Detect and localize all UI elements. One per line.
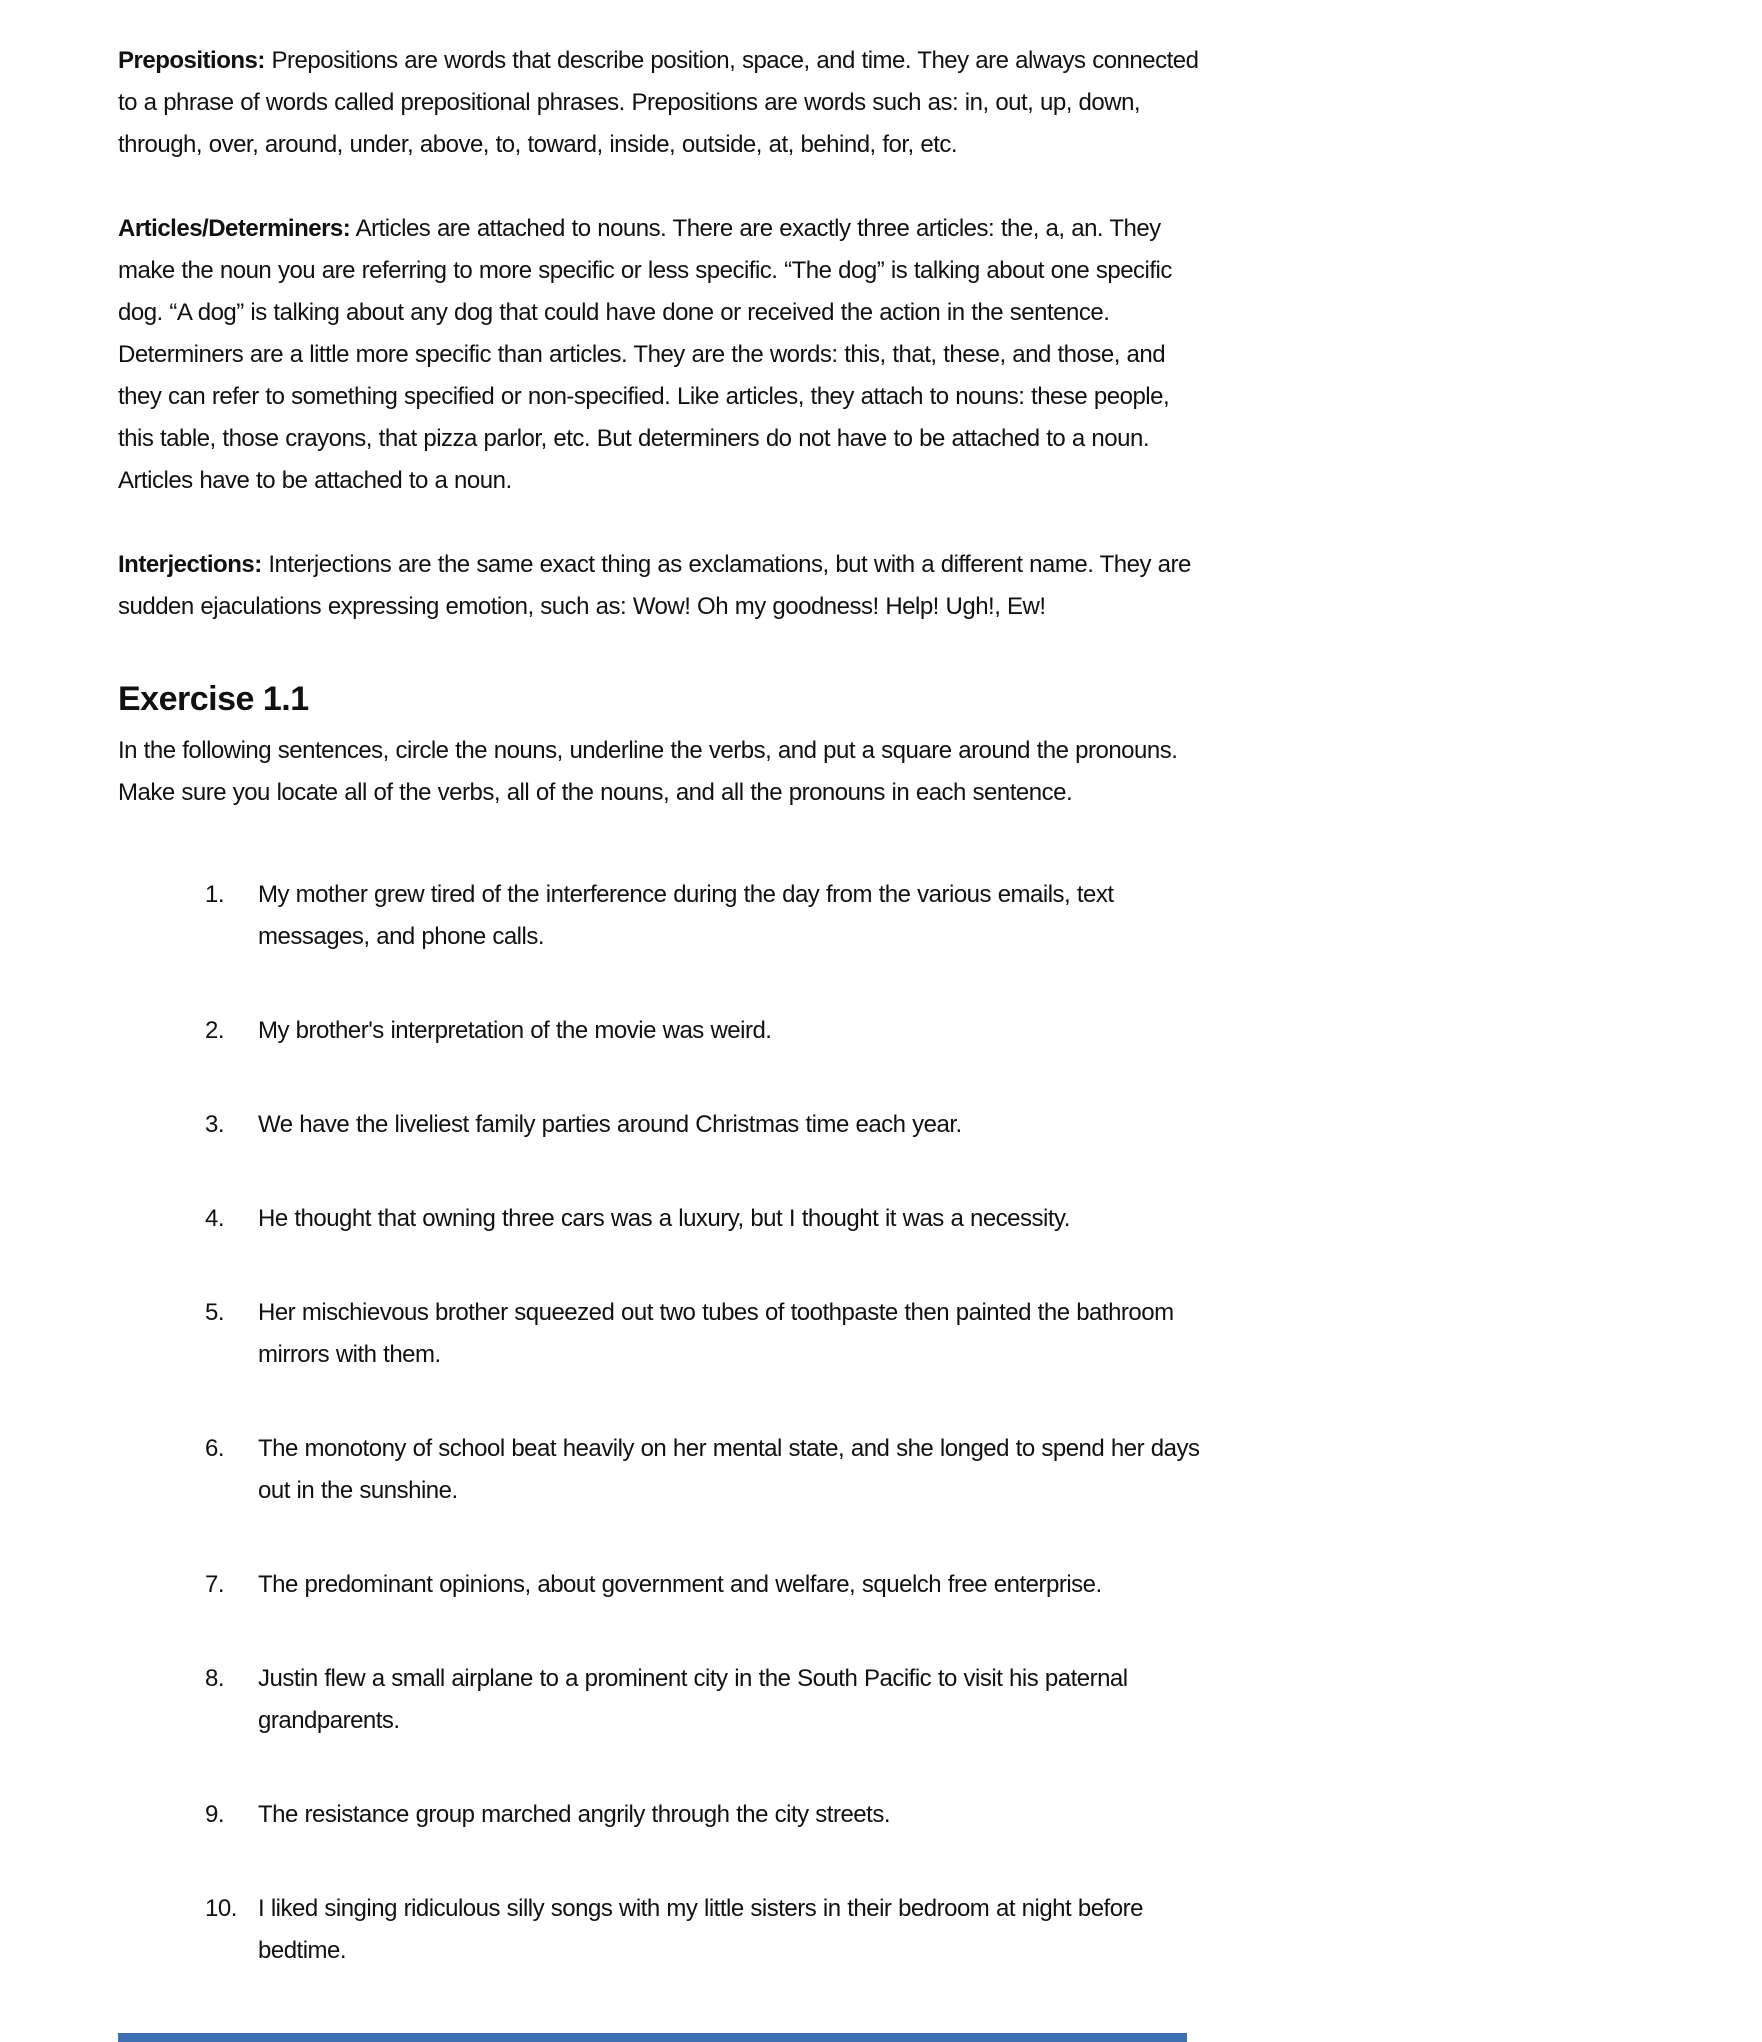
list-item-text: My mother grew tired of the interference during the day from the various emails, text messages, and phone calls. [258, 881, 1114, 950]
paragraph-interjections [118, 544, 1210, 628]
list-item-number: 4. [205, 1205, 225, 1232]
list-item-text: Her mischievous brother squeezed out two tubes of toothpaste then painted the bathroom mirrors with them. [258, 1299, 1174, 1368]
list-item-number: 7. [205, 1571, 225, 1598]
list-item [205, 1428, 1210, 1512]
paragraph-body-prepositions: Prepositions are words that describe position, space, and time. They are always connected to a phrase of words called prepositional phrases. Prepositions are words such as: in, out, up, down, through, over, around, under, above, to, toward, inside, outside, at, behind, for, etc. [118, 47, 1199, 158]
term-label-articles-determiners: Articles/Determiners: [118, 215, 351, 242]
list-item [205, 1104, 1210, 1146]
list-item-text: He thought that owning three cars was a luxury, but I thought it was a necessity. [258, 1205, 1070, 1232]
list-item-number: 5. [205, 1299, 225, 1326]
list-item [205, 1658, 1210, 1742]
list-item-text: The resistance group marched angrily through the city streets. [258, 1801, 890, 1828]
list-item [205, 1292, 1210, 1376]
list-item-text: The monotony of school beat heavily on her mental state, and she longed to spend her days out in the sunshine. [258, 1435, 1200, 1504]
list-item [205, 1564, 1210, 1606]
list-item [205, 1794, 1210, 1836]
paragraph-articles-determiners [118, 208, 1210, 502]
list-item-number: 9. [205, 1801, 225, 1828]
paragraph-prepositions [118, 40, 1210, 166]
exercise-heading: Exercise 1.1 [118, 680, 309, 718]
list-item-number: 2. [205, 1017, 225, 1044]
exercise-instructions: In the following sentences, circle the nouns, underline the verbs, and put a square around the pronouns. Make sure you locate all of the verbs, all of the nouns, and all the pronouns in each sentence. [118, 737, 1178, 806]
document-text-block [118, 40, 1210, 2024]
term-label-interjections: Interjections: [118, 551, 262, 578]
list-item [205, 874, 1210, 958]
list-item-number: 8. [205, 1665, 225, 1692]
paragraph-body-articles-determiners: Articles are attached to nouns. There are exactly three articles: the, a, an. They make the noun you are referring to more specific or less specific. “The dog” is talking about one specific dog. “A dog” is talking about any dog that could have done or received the action in the sentence. Determiners are a little more specific than articles. They are the words: this, that, these, and those, and they can refer to something specified or non-specified. Like articles, they attach to nouns: these people, this table, those crayons, that pizza parlor, etc. But determiners do not have to be attached to a noun. Articles have to be attached to a noun. [118, 215, 1172, 494]
list-item-text: We have the liveliest family parties around Christmas time each year. [258, 1111, 962, 1138]
list-item [205, 1010, 1210, 1052]
list-item-text: Justin flew a small airplane to a prominent city in the South Pacific to visit his paternal grandparents. [258, 1665, 1128, 1734]
list-item-number: 3. [205, 1111, 225, 1138]
term-label-prepositions: Prepositions: [118, 47, 265, 74]
list-item-text: I liked singing ridiculous silly songs with my little sisters in their bedroom at night before bedtime. [258, 1895, 1143, 1964]
list-item-number: 6. [205, 1435, 225, 1462]
sentence-list [118, 874, 1210, 1972]
list-item-number: 10. [205, 1895, 237, 1922]
page-bottom-accent-bar [118, 2033, 1187, 2042]
list-item-number: 1. [205, 881, 225, 908]
list-item [205, 1888, 1210, 1972]
list-item-text: The predominant opinions, about government and welfare, squelch free enterprise. [258, 1571, 1102, 1598]
list-item-text: My brother's interpretation of the movie was weird. [258, 1017, 772, 1044]
paragraph-body-interjections: Interjections are the same exact thing as exclamations, but with a different name. They are sudden ejaculations expressing emotion, such as: Wow! Oh my goodness! Help! Ugh!, Ew! [118, 551, 1191, 620]
list-item [205, 1198, 1210, 1240]
